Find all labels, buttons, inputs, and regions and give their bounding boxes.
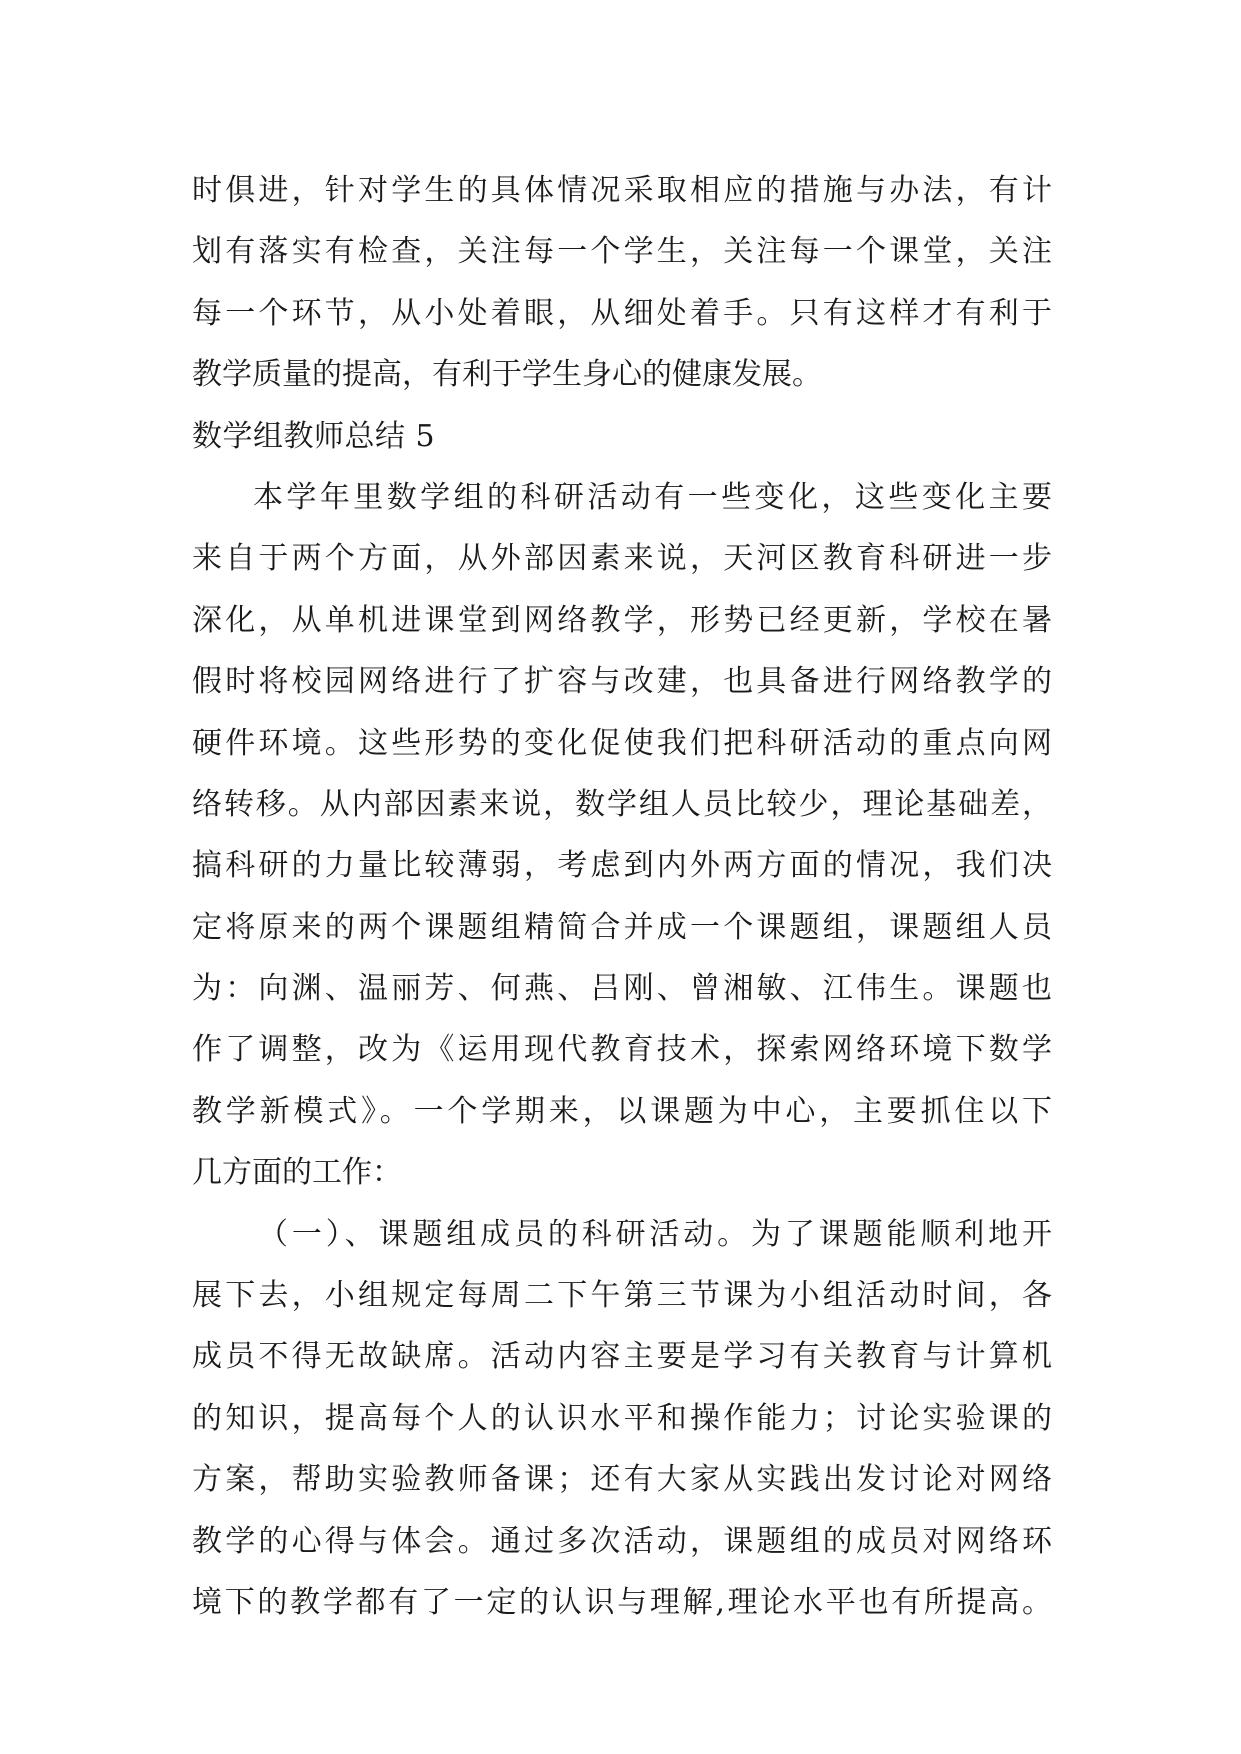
paragraph-line: 每一个环节，从小处着眼，从细处着手。只有这样才有利于 — [192, 295, 1052, 331]
paragraph-line: 几方面的工作： — [192, 1155, 402, 1191]
paragraph-line: 的知识，提高每个人的认识水平和操作能力；讨论实验课的 — [192, 1400, 1052, 1436]
paragraph-line: 境下的教学都有了一定的认识与理解,理论水平也有所提高。 — [192, 1584, 1052, 1620]
paragraph-line: 来自于两个方面，从外部因素来说，天河区教育科研进一步 — [192, 541, 1052, 577]
paragraph-line: 定将原来的两个课题组精简合并成一个课题组，课题组人员 — [192, 909, 1052, 945]
document-body — [192, 160, 1052, 1633]
paragraph-line: 假时将校园网络进行了扩容与改建，也具备进行网络教学的 — [192, 664, 1052, 700]
paragraph-line: 本学年里数学组的科研活动有一些变化，这些变化主要 — [253, 479, 1052, 515]
paragraph-line: 搞科研的力量比较薄弱，考虑到内外两方面的情况，我们决 — [192, 848, 1052, 884]
paragraph-line: 成员不得无故缺席。活动内容主要是学习有关教育与计算机 — [192, 1339, 1052, 1375]
paragraph-line: 为：向渊、温丽芳、何燕、吕刚、曾湘敏、江伟生。课题也 — [192, 971, 1052, 1007]
paragraph-line: 方案，帮助实验教师备课；还有大家从实践出发讨论对网络 — [192, 1462, 1052, 1498]
paragraph-line: 教学质量的提高，有利于学生身心的健康发展。 — [192, 357, 822, 393]
section-heading: 数学组教师总结 5 — [192, 418, 436, 454]
paragraph-line: （一）、课题组成员的科研活动。为了课题能顺利地开 — [258, 1216, 1052, 1252]
paragraph-line: 深化，从单机进课堂到网络教学，形势已经更新，学校在暑 — [192, 602, 1052, 638]
paragraph-line: 教学的心得与体会。通过多次活动，课题组的成员对网络环 — [192, 1523, 1052, 1559]
paragraph-line: 划有落实有检查，关注每一个学生，关注每一个课堂，关注 — [192, 234, 1052, 270]
paragraph-line: 教学新模式》。一个学期来，以课题为中心，主要抓住以下 — [192, 1093, 1052, 1129]
paragraph-line: 时俱进，针对学生的具体情况采取相应的措施与办法，有计 — [192, 173, 1052, 208]
paragraph-line: 络转移。从内部因素来说，数学组人员比较少，理论基础差， — [192, 786, 1052, 822]
paragraph-line: 硬件环境。这些形势的变化促使我们把科研活动的重点向网 — [192, 725, 1052, 761]
paragraph-line: 作了调整，改为《运用现代教育技术，探索网络环境下数学 — [192, 1032, 1052, 1068]
paragraph-line: 展下去，小组规定每周二下午第三节课为小组活动时间，各 — [192, 1278, 1052, 1314]
